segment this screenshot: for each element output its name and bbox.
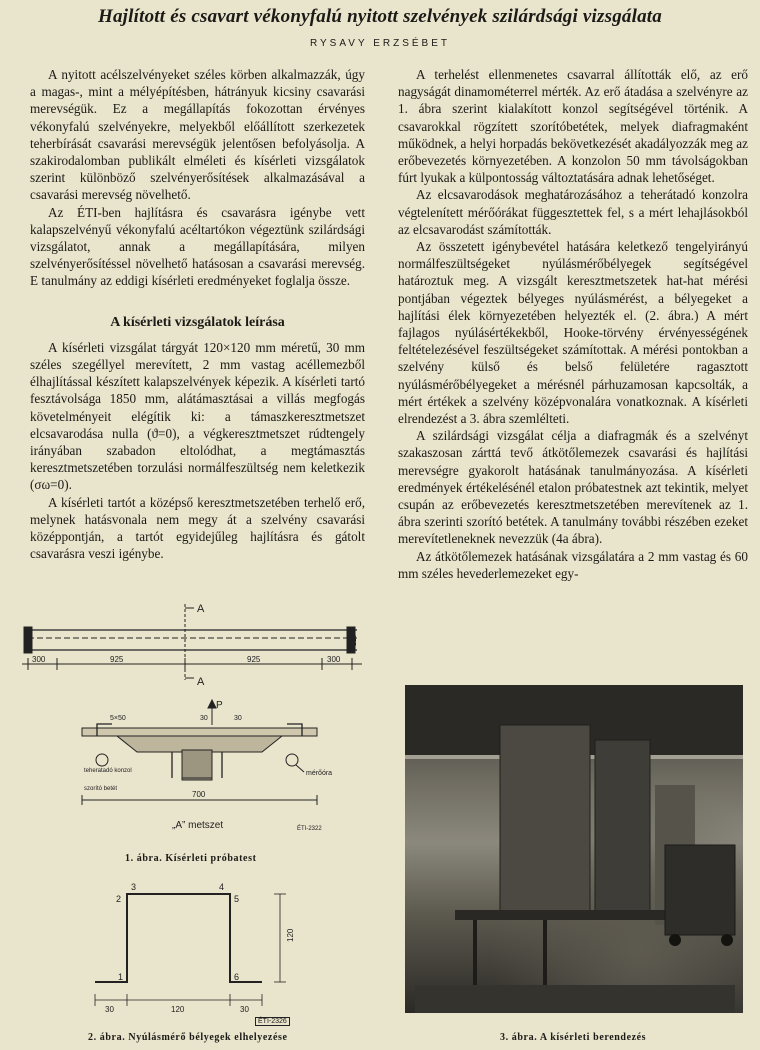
paragraph: Az összetett igénybevétel hatására keletkező tengelyirányú normálfeszültségeket nyúlásmérőbélyegek segítségével határoztuk meg. A vizsgált keresztmetszetek hat-hat mérési pontjában végeztek bélyeges nyúlásmérést, a bélyegeket a hajlítási élek környezetében helyezték el. (2. ábra.) A mért fajlagos nyúlásértékekből, Hooke-törvény érvényességének feltételezésével feszültségeket számítottak. A mérési pontokban a szelvény külső és belső felületére ragasztott nyúlásmérőbélyegeket a mérésnél párhuzamosan kapcsolták, a mért értékek a szelvény középvonalára vonatkoznak. A kísérleti elrendezést a 3. ábra szemlélteti.	[398, 239, 748, 427]
konzol-label: teheratadó konzol	[84, 768, 132, 774]
load-label: P	[216, 700, 223, 711]
figure-1-caption: 1. ábra. Kísérleti próbatest	[125, 853, 257, 864]
figure-3-caption: 3. ábra. A kísérleti berendezés	[500, 1032, 647, 1043]
paragraph: Az elcsavarodások meghatározásához a teherátadó konzolra végtelenített mérőórákat függesztettek fel, s a mért lehajlásokból az elcsavarodást számították.	[398, 187, 748, 237]
figure-stamp: ÉTI-2322	[297, 826, 322, 832]
dimension-label: 925	[247, 655, 261, 664]
paragraph: A kísérleti tartót a középső keresztmetszetében terhelő erő, melynek hatásvonala nem megy át a szelvény csavarási középpontján, a tartót egyidejűleg hajlításra és gátolt csavarásra veszi igénybe.	[30, 494, 365, 562]
paragraph: A terhelést ellenmenetes csavarral állították elő, az erő nagyságát dinamométerrel mérték. Az erő átadása a szelvényre az 1. ábra szerint kialakított konzol segítségével történik. A csavarokkal rögzített szorítóbetétek, melyek diafragmaként működnek, a helyi horpadás bekövetkezését akadályozzák meg az erőbevezetés környezetében. A konzolon 50 mm távolságokban fúrt lyukak a külpontosság változtatására adnak lehetőséget.	[398, 67, 748, 186]
dimension-label: 300	[327, 655, 341, 664]
figure-1-drawing	[22, 600, 367, 840]
author-name: RYSAVY ERZSÉBET	[309, 38, 451, 49]
dimension-label: 30	[234, 715, 242, 722]
dimension-label: 30	[200, 715, 208, 722]
figure-2-caption: 2. ábra. Nyúlásmérő bélyegek elhelyezése	[88, 1032, 288, 1043]
paragraph: A kísérleti vizsgálat tárgyát 120×120 mm méretű, 30 mm széles szegéllyel merevített, 2 mm vastag acéllemezből élhajlítással készített kalapszelvények képezik. A kísérleti tartó fesztávolsága 1850 mm, alátámasztásai a villás megfogás követelményeit elégítik ki: a támaszkeresztmetszet elcsavarodása nulla (ϑ=0), a végkeresztmetszet rúdtengely irányában szabadon eltolódhat, a megtámasztás keresztmetszetében torzulási normálfeszültség nem keletkezik (σω=0).	[30, 339, 365, 493]
paragraph: A szilárdsági vizsgálat célja a diafragmák és a szelvényt szakaszosan zárttá tevő átkötőlemezek csavarási és hajlítási merevségre gyakorolt hatásának tanulmányozása. A kísérleti eredmények értékelésénél etalon próbatestnek azt tekintik, melyet csupán az erőbevezetés keresztmetszetében merevítenek az 1. ábra szerinti szorító betétek. A tanulmány további részében ezeket merevítetleneknek nevezzük (4a ábra).	[398, 428, 748, 547]
dimension-label: 30	[105, 1005, 114, 1014]
section-marker-bottom: A	[197, 676, 205, 688]
section-title: „A” metszet	[172, 820, 224, 831]
dimension-label: 30	[240, 1005, 249, 1014]
gauge-point-label: 1	[118, 972, 124, 982]
paragraph: Az ÉTI-ben hajlításra és csavarásra igénybe vett kalapszelvényű vékonyfalú acéltartókon végeztünk szilárdsági vizsgálatot, annak a megállapítására, milyen szelvényerősítéssel növelhető hatásosan a csavarási merevség. E tanulmány az eddigi kísérleti eredményeket foglalja össze.	[30, 204, 365, 289]
section-marker-top: A	[197, 603, 205, 615]
gauge-point-label: 5	[234, 894, 240, 904]
dimension-label: 925	[110, 655, 124, 664]
dimension-label: 120	[171, 1005, 185, 1014]
paragraph: A nyitott acélszelvényeket széles körben alkalmazzák, úgy a magas-, mint a mélyépítésben, hátrányuk kicsiny csavarási merevségük. Ez a megállapítás fokozottan érvényes vékonyfalú szelvényekre, melyekből előállított szerkezetek teherbírását csavarási merevségük jelentősen befolyásolja. A szakirodalomban publikált elméleti és kísérleti vizsgálatok szerint különböző szelvényerősítések alkalmazásával a csavarási merevség növelhető.	[30, 67, 365, 203]
figure-2-drawing	[85, 880, 310, 1015]
height-label: 120	[351, 634, 358, 646]
test-setup-photo	[405, 685, 743, 1013]
width-label: 700	[192, 790, 206, 799]
gauge-point-label: 3	[131, 882, 137, 892]
dimension-label: 300	[32, 655, 46, 664]
article-title: Hajlított és csavart vékonyfalú nyitott szelvények szilárdsági vizsgálata	[98, 6, 662, 27]
hat-section-profile	[95, 894, 262, 982]
figure-stamp: ÉTI-2326	[255, 1017, 290, 1026]
offsets-label: 5×50	[110, 715, 126, 722]
paragraph: Az átkötőlemezek hatásának vizsgálatára a 2 mm vastag és 60 mm széles hevederlemezeket egy-	[398, 548, 748, 581]
left-column	[30, 66, 365, 562]
photo-illustration	[405, 685, 743, 1013]
gauge-point-label: 6	[234, 972, 240, 982]
gauge-point-label: 2	[116, 894, 122, 904]
section-heading: A kísérleti vizsgálatok leírása	[110, 314, 285, 330]
dimension-lines	[95, 894, 286, 1006]
gauge-point-label: 4	[219, 882, 225, 892]
beam-elevation	[22, 604, 362, 680]
height-label: 120	[286, 928, 295, 942]
meroora-label: mérőóra	[306, 770, 333, 777]
right-column	[398, 66, 748, 582]
betet-label: szorító betét	[84, 786, 118, 792]
